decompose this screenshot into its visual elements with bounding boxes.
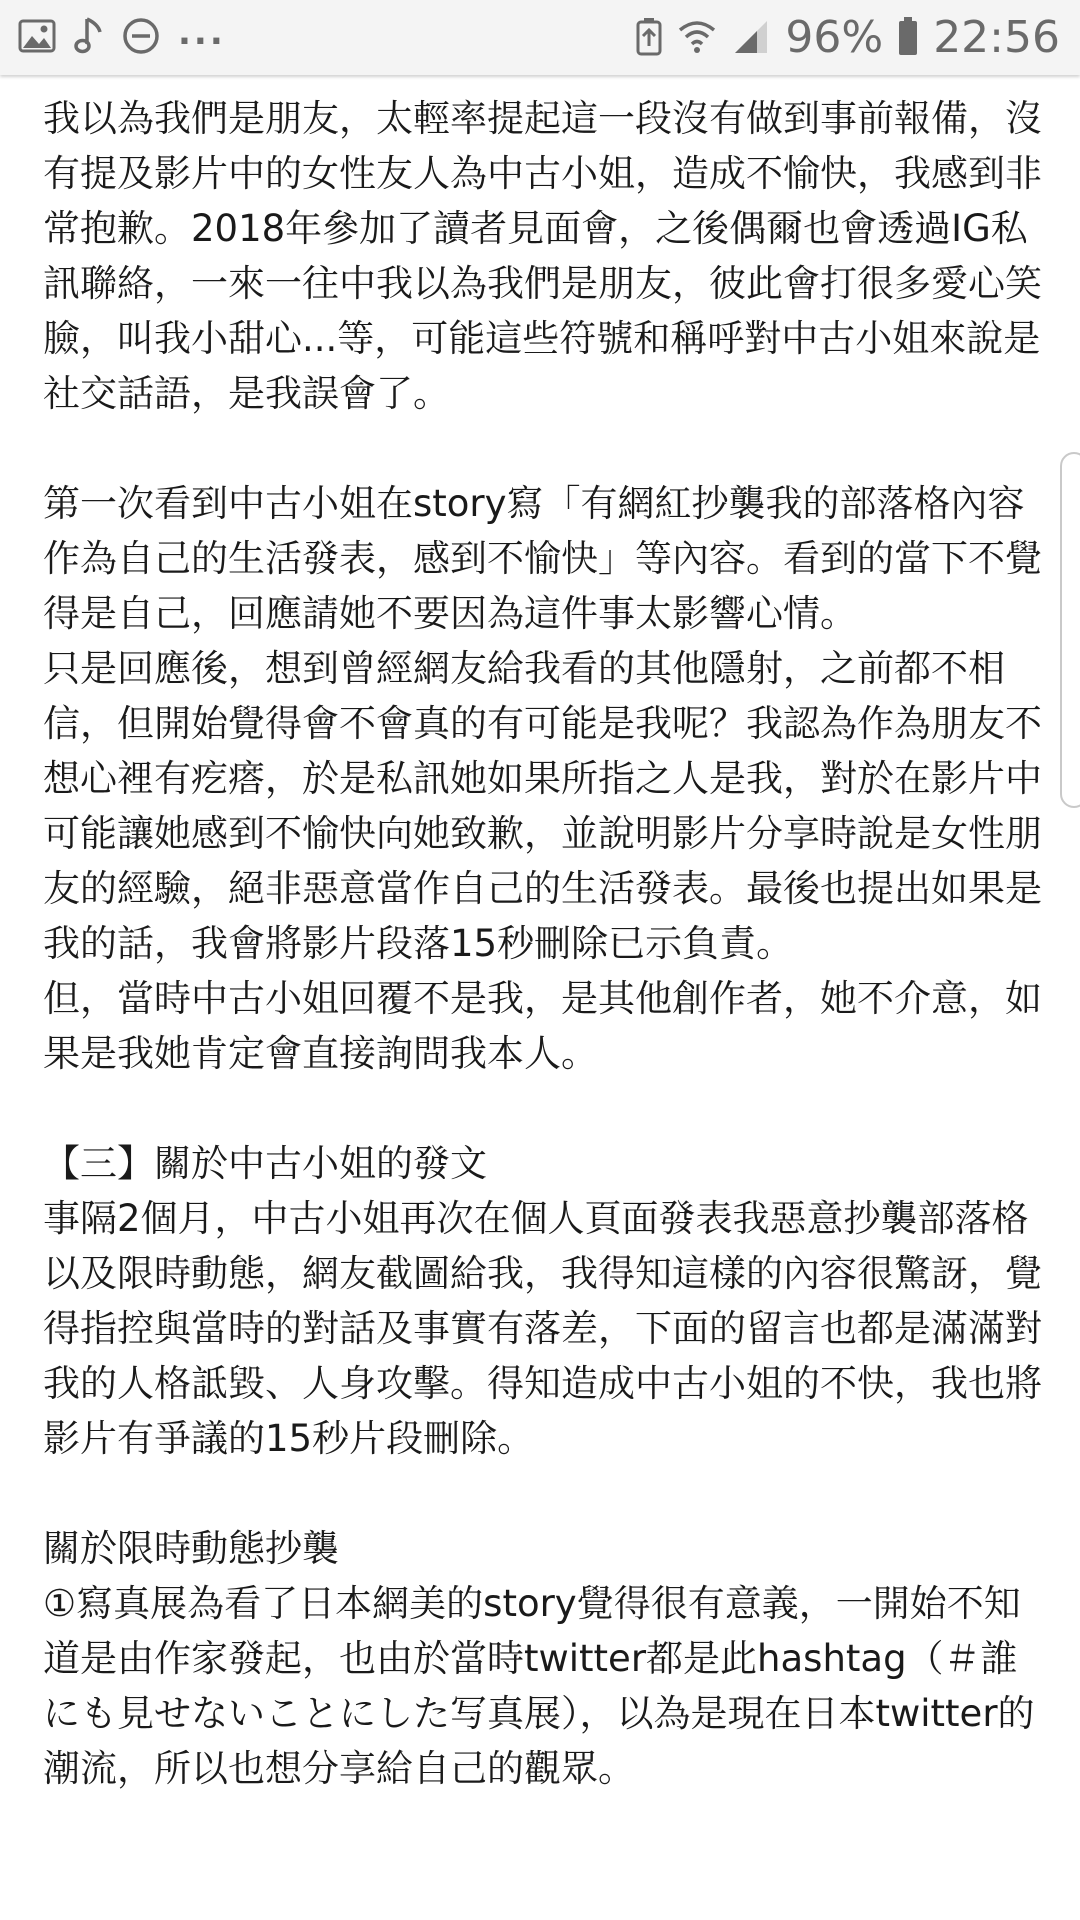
clock: 22:56 <box>933 12 1060 63</box>
paragraph-spacer <box>43 1466 1043 1521</box>
article-paragraph: 我以為我們是朋友，太輕率提起這一段沒有做到事前報備，沒有提及影片中的女性友人為中古小姐，造成不愉快，我感到非常抱歉。2018年參加了讀者見面會，之後偶爾也會透過IG私訊聯絡，一來一往中我以為我們是朋友，彼此會打很多愛心笑臉，叫我小甜心...等，可能這些符號和稱呼對中古小姐來說是社交話語，是我誤會了。 <box>43 97 1042 415</box>
article-paragraph: 但，當時中古小姐回覆不是我，是其他創作者，她不介意，如果是我她肯定會直接詢問我本人。 <box>43 977 1042 1075</box>
notification-icons <box>18 14 226 62</box>
system-status <box>635 10 1060 66</box>
article-paragraph: 只是回應後，想到曾經網友給我看的其他隱射，之前都不相信，但開始覺得會不會真的有可能是我呢？我認為作為朋友不想心裡有疙瘩，於是私訊她如果所指之人是我，對於在影片中可能讓她感到不愉快向她致歉，並說明影片分享時說是女性朋友的經驗，絕非惡意當作自己的生活發表。最後也提出如果是我的話，我會將影片段落15秒刪除已示負責。 <box>43 647 1042 965</box>
battery-percentage: 96% <box>785 12 884 63</box>
more-notifications-indicator: ... <box>178 13 226 53</box>
article-paragraph: ①寫真展為看了日本網美的story覺得很有意義，一開始不知道是由作家發起，也由於當時twitter都是此hashtag（＃誰にも見せないことにした写真展），以為是現在日本twitter的潮流，所以也想分享給自己的觀眾。 <box>43 1582 1035 1790</box>
status-bar <box>0 0 1080 75</box>
battery-icon <box>897 16 919 60</box>
article-paragraph: 事隔2個月，中古小姐再次在個人頁面發表我惡意抄襲部落格以及限時動態，網友截圖給我，我得知這樣的內容很驚訝，覺得指控與當時的對話及事實有落差，下面的留言也都是滿滿對我的人格詆毀、人身攻擊。得知造成中古小姐的不快，我也將影片有爭議的15秒片段刪除。 <box>43 1197 1042 1460</box>
do-not-disturb-icon <box>122 17 160 59</box>
edge-panel-handle[interactable] <box>1060 452 1080 808</box>
paragraph-spacer <box>43 421 1043 476</box>
signal-icon <box>731 17 771 59</box>
article-paragraph: 第一次看到中古小姐在story寫「有網紅抄襲我的部落格內容作為自己的生活發表，感到不愉快」等內容。看到的當下不覺得是自己，回應請她不要因為這件事太影響心情。 <box>43 482 1042 635</box>
sub-heading: 關於限時動態抄襲 <box>43 1527 339 1570</box>
image-icon <box>18 19 56 57</box>
wifi-icon <box>677 17 717 59</box>
music-note-icon <box>74 16 104 60</box>
paragraph-spacer <box>43 1081 1043 1136</box>
section-heading: 【三】關於中古小姐的發文 <box>43 1142 487 1185</box>
article-body <box>43 91 1043 1796</box>
battery-saver-icon <box>635 16 663 60</box>
